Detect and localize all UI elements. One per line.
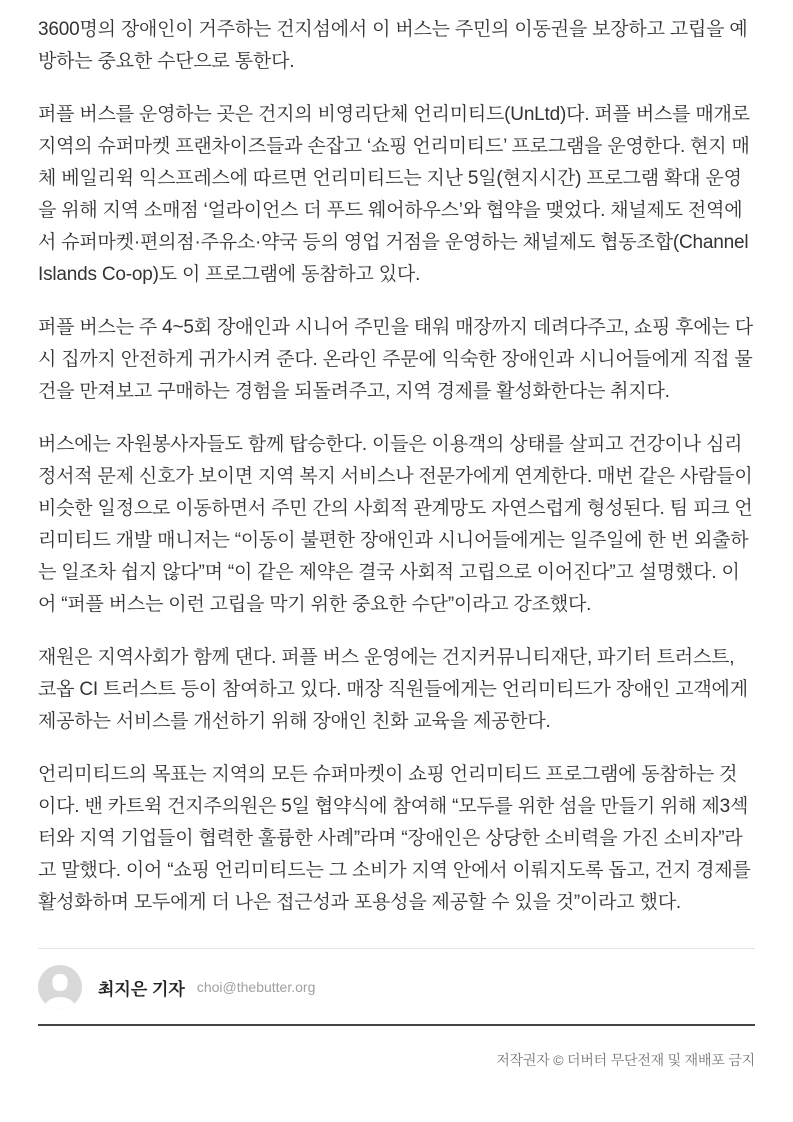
article-paragraph: 퍼플 버스는 주 4~5회 장애인과 시니어 주민을 태워 매장까지 데려다주고, 쇼핑 후에는 다시 집까지 안전하게 귀가시켜 준다. 온라인 주문에 익숙한 장애인과 시니어들에게 직접 물건을 만져보고 구매하는 경험을 되돌려주고, 지역 경제를 활성화한다는 취지다. [38,317,753,402]
reporter-name-link[interactable]: 최지은 기자 [98,979,185,999]
article-paragraph: 퍼플 버스를 운영하는 곳은 건지의 비영리단체 언리미티드(UnLtd)다. 퍼플 버스를 매개로 지역의 슈퍼마켓 프랜차이즈들과 손잡고 ‘쇼핑 언리미티드’ 프로그램을 운영한다. 현지 매체 베일리윅 익스프레스에 따르면 언리미티드는 지난 5일(현지시간) 프로그램 확대 운영을 위해 지역 소매점 ‘얼라이언스 더 푸드 웨어하우스’와 협약을 맺었다. 채널제도 전역에서 슈퍼마켓·편의점·주유소·약국 등의 영업 거점을 운영하는 채널제도 협동조합(Channel Islands Co-op)도 이 프로그램에 동참하고 있다. [38,104,750,285]
reporter-byline [38,949,755,1024]
article-paragraph: 언리미티드의 목표는 지역의 모든 슈퍼마켓이 쇼핑 언리미티드 프로그램에 동참하는 것이다. 밴 카트윅 건지주의원은 5일 협약식에 참여해 “모두를 위한 섬을 만들기 위해 제3섹터와 지역 기업들이 협력한 훌륭한 사례”라며 “장애인은 상당한 소비력을 가진 소비자”라고 말했다. 이어 “쇼핑 언리미티드는 그 소비가 지역 안에서 이뤄지도록 돕고, 건지 경제를 활성화하며 모두에게 더 나은 접근성과 포용성을 제공할 수 있을 것”이라고 했다. [38,764,751,913]
article-paragraph: 재원은 지역사회가 함께 댄다. 퍼플 버스 운영에는 건지커뮤니티재단, 파기터 트러스트, 코옵 CI 트러스트 등이 참여하고 있다. 매장 직원들에게는 언리미티드가 장애인 고객에게 제공하는 서비스를 개선하기 위해 장애인 친화 교육을 제공한다. [38,647,748,732]
copyright-notice: 저작권자 © 더버터 무단전재 및 재배포 금지 [496,1052,755,1068]
article-body [38,14,755,919]
person-silhouette-icon [53,974,68,991]
reporter-email-link[interactable]: choi@thebutter.org [196,979,316,995]
reporter-avatar[interactable] [38,965,82,1009]
article-paragraph: 3600명의 장애인이 거주하는 건지섬에서 이 버스는 주민의 이동권을 보장하고 고립을 예방하는 중요한 수단으로 통한다. [38,19,748,72]
article-paragraph: 버스에는 자원봉사자들도 함께 탑승한다. 이들은 이용객의 상태를 살피고 건강이나 심리정서적 문제 신호가 보이면 지역 복지 서비스나 전문가에게 연계한다. 매번 같은 사람들이 비슷한 일정으로 이동하면서 주민 간의 사회적 관계망도 자연스럽게 형성된다. 팀 피크 언리미티드 개발 매니저는 “이동이 불편한 장애인과 시니어들에게는 일주일에 한 번 외출하는 일조차 쉽지 않다”며 “이 같은 제약은 결국 사회적 고립으로 이어진다”고 설명했다. 이어 “퍼플 버스는 이런 고립을 막기 위한 중요한 수단”이라고 강조했다. [38,434,753,615]
person-silhouette-icon [44,997,76,1009]
